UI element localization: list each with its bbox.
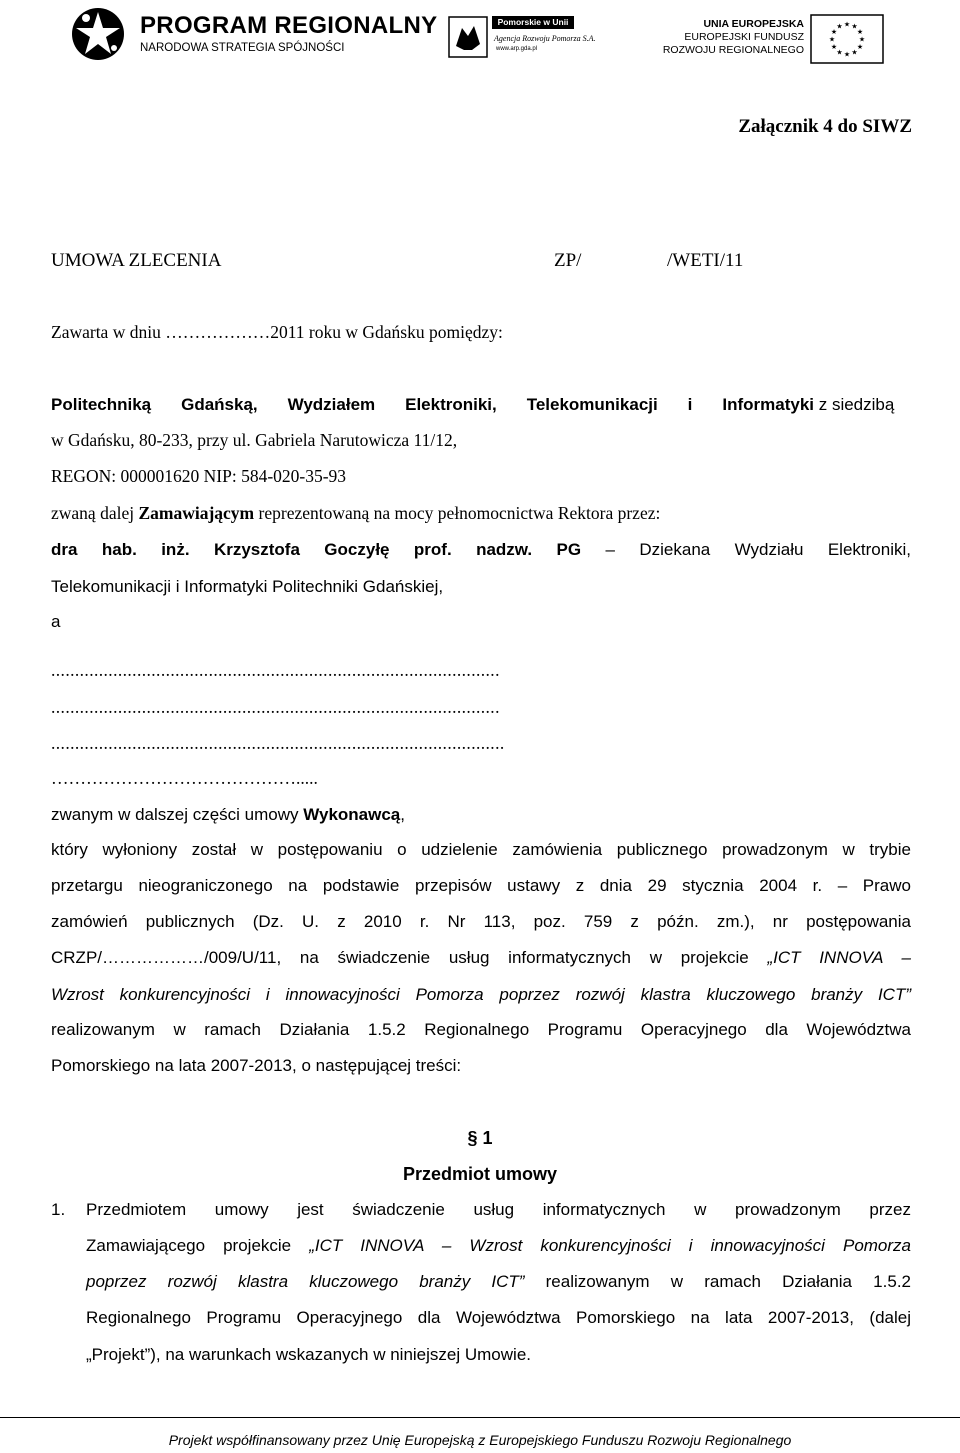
party1-name: Politechniką Gdańską, Wydziałem Elektroniki, Telekomunikacji i Informatyki [51, 395, 814, 414]
contractor-dots-4: ……………………………………..... [51, 768, 318, 788]
eu-star-icon: ★ [836, 49, 843, 57]
body-line-6: realizowanym w ramach Działania 1.5.2 Regionalnego Programu Operacyjnego dla Województwa [51, 1020, 911, 1039]
section-p1: Przedmiotem umowy jest świadczenie usług informatycznych w prowadzonym przez [86, 1200, 911, 1219]
party1-representative [51, 540, 911, 560]
logo-middle-line1: Agencja Rozwoju Pomorza S.A. [494, 34, 596, 43]
intro-date-placeholder: ……………… [165, 322, 271, 342]
contract-number-weti: /WETI/11 [667, 250, 744, 271]
party1-role: Zamawiającym [138, 503, 255, 523]
intro-suffix: 2011 roku w Gdańsku pomiędzy: [270, 322, 503, 342]
intro-prefix: Zawarta w dniu [51, 322, 166, 342]
program-regionalny-logo [66, 4, 438, 62]
eu-logo-text [663, 18, 804, 57]
section-p2 [86, 1236, 911, 1256]
logo-right-line1: UNIA EUROPEJSKA [703, 18, 804, 30]
contractor-dots-1: .............................................................................................. [51, 660, 500, 680]
eu-star-icon: ★ [843, 51, 851, 59]
logo-right-line3: ROZWOJU REGIONALNEGO [662, 44, 804, 56]
party1-ids: REGON: 000001620 NIP: 584-020-35-93 [51, 466, 347, 486]
pomorskie-crest-icon [448, 16, 488, 58]
logo-left-line1: PROGRAM REGIONALNY [140, 12, 438, 39]
logo-left-line2: NARODOWA STRATEGIA SPÓJNOŚCI [140, 42, 345, 54]
eu-star-icon: ★ [858, 36, 866, 44]
section-title: Przedmiot umowy [402, 1164, 558, 1184]
section-p3 [86, 1272, 911, 1292]
representative-name: dra hab. inż. Krzysztofa Goczyłę prof. nadzw. PG [51, 540, 582, 559]
body-line-4 [51, 948, 911, 968]
footer-divider [0, 1417, 960, 1418]
body-line-3: zamówień publicznych (Dz. U. z 2010 r. Nr 113, poz. 759 z późn. zm.), nr postępowania [51, 912, 911, 931]
section-p5: „Projekt”), na warunkach wskazanych w niniejszej Umowie. [86, 1345, 531, 1364]
and-word: a [51, 612, 61, 631]
section-p2-project: „ICT INNOVA – Wzrost konkurencyjności i innowacyjności Pomorza [309, 1236, 912, 1255]
section-p3-project: poprzez rozwój klastra kluczowego branży ICT” [86, 1272, 525, 1291]
section-p2-text: Zamawiającego projekcie [86, 1236, 310, 1255]
contract-number-zp: ZP/ [554, 250, 582, 271]
eu-flag-icon [810, 14, 884, 64]
eu-star-icon: ★ [856, 44, 864, 51]
section-p4: Regionalnego Programu Operacyjnego dla Województwa Pomorskiego na lata 2007-2013, (dalej [86, 1308, 911, 1327]
eu-star-icon: ★ [851, 49, 858, 57]
party2-role: Wykonawcą [303, 805, 401, 824]
party1-rep-line2: Telekomunikacji i Informatyki Politechniki Gdańskiej, [51, 577, 444, 596]
party1-address: w Gdańsku, 80-233, przy ul. Gabriela Narutowicza 11/12, [51, 430, 458, 450]
project-name-line: Wzrost konkurencyjności i innowacyjności Pomorza poprzez rozwój klastra kluczowego branży ICT” [51, 985, 911, 1004]
intro-line [51, 322, 911, 343]
eu-star-icon: ★ [856, 29, 864, 36]
representative-role: – Dziekana Wydziału Elektroniki, [581, 540, 911, 559]
party1-called-prefix: zwaną dalej [51, 503, 139, 523]
eu-star-icon: ★ [828, 36, 836, 44]
party1-called-suffix: reprezentowaną na mocy pełnomocnictwa Rektora przez: [254, 503, 661, 523]
eu-star-icon: ★ [843, 21, 851, 29]
contractor-dots-2: .............................................................................................. [51, 697, 500, 717]
logo-middle-line2: www.arp.gda.pl [496, 46, 538, 52]
body-line-4-text: CRZP/………………/009/U/11, na świadczenie usług informatycznych w projekcie [51, 948, 768, 967]
party1-line1 [51, 395, 911, 415]
star-circle-logo-icon [66, 4, 130, 62]
logo-right-line2: EUROPEJSKI FUNDUSZ [684, 31, 804, 43]
party1-seat: z siedzibą [814, 395, 895, 414]
eu-logo [662, 14, 884, 64]
project-name-start: „ICT INNOVA – [767, 948, 911, 967]
body-line-1: który wyłoniony został w postępowaniu o udzielenie zamówienia publicznego prowadzonym w trybie [51, 840, 911, 859]
party2-called-suffix: , [400, 805, 405, 824]
eu-star-icon: ★ [830, 44, 838, 51]
eu-star-icon: ★ [851, 23, 858, 31]
contract-title: UMOWA ZLECENIA [51, 250, 222, 271]
section-p3-text: realizowanym w ramach Działania 1.5.2 [524, 1272, 911, 1291]
body-line-2: przetargu nieograniczonego na podstawie przepisów ustawy z dnia 29 stycznia 2004 r. – Prawo [51, 876, 911, 895]
logo-middle-bar: Pomorskie w Unii [492, 16, 574, 29]
annex-label: Załącznik 4 do SIWZ [738, 116, 912, 137]
eu-star-icon: ★ [836, 23, 843, 31]
eu-star-icon: ★ [830, 29, 838, 36]
pomorskie-logo [448, 14, 596, 64]
party2-called [51, 805, 911, 825]
footer-text: Projekt współfinansowany przez Unię Europejską z Europejskiego Funduszu Rozwoju Regionalnego [168, 1432, 792, 1448]
item-number: 1. [51, 1200, 66, 1219]
party2-called-prefix: zwanym w dalszej części umowy [51, 805, 304, 824]
body-line-7: Pomorskiego na lata 2007-2013, o następującej treści: [51, 1056, 462, 1075]
party1-called [51, 503, 911, 524]
section-number: § 1 [467, 1128, 493, 1148]
contractor-dots-3: ............................................................................................... [51, 733, 505, 753]
